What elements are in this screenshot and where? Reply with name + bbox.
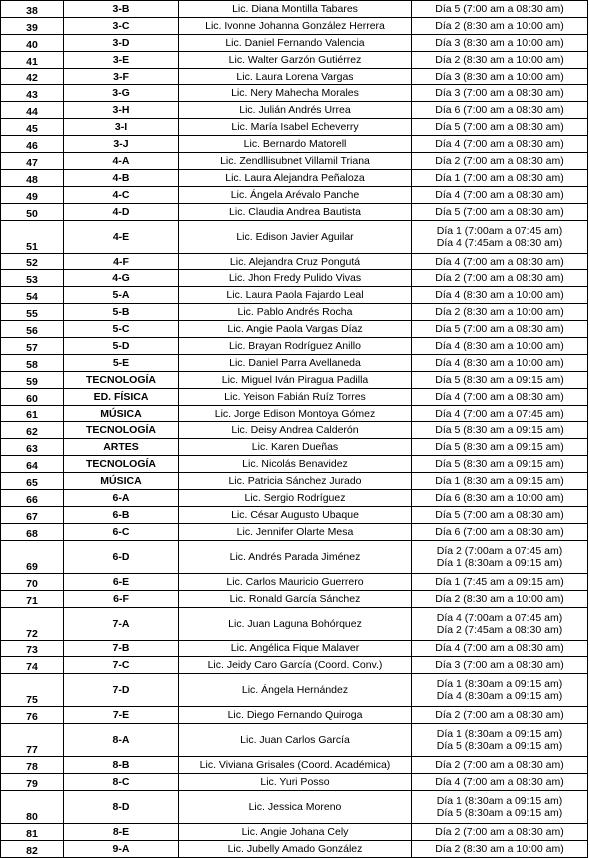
row-number: 78 — [1, 757, 64, 774]
schedule-slot: Día 2 (7:00 am a 08:30 am) — [435, 709, 564, 722]
row-number: 44 — [1, 102, 64, 119]
table-row — [1, 270, 588, 287]
schedule-cell — [412, 640, 588, 657]
group-cell: ARTES — [64, 439, 179, 456]
schedule-cell — [412, 17, 588, 34]
table-row — [1, 119, 588, 136]
schedule-cell — [412, 540, 588, 573]
table-row — [1, 1, 588, 18]
teacher-cell: Lic. Diego Fernando Quiroga — [179, 707, 412, 724]
group-cell: 3-C — [64, 17, 179, 34]
teacher-cell: Lic. Nery Mahecha Morales — [179, 85, 412, 102]
teacher-cell: Lic. Juan Laguna Bohórquez — [179, 607, 412, 640]
group-cell: 5-B — [64, 304, 179, 321]
schedule-cell — [412, 823, 588, 840]
row-number: 72 — [1, 607, 64, 640]
group-cell: 8-B — [64, 757, 179, 774]
teacher-cell: Lic. Pablo Andrés Rocha — [179, 304, 412, 321]
schedule-slot: Día 2 (7:00 am a 08:30 am) — [435, 825, 564, 838]
group-cell: 6-C — [64, 523, 179, 540]
group-cell: 7-D — [64, 674, 179, 707]
schedule-slot: Día 5 (8:30 am a 09:15 am) — [435, 441, 564, 454]
schedule-cell — [412, 169, 588, 186]
schedule-cell — [412, 523, 588, 540]
table-row — [1, 422, 588, 439]
teacher-cell: Lic. Angie Johana Cely — [179, 823, 412, 840]
row-number: 63 — [1, 439, 64, 456]
row-number: 76 — [1, 707, 64, 724]
group-cell: 3-H — [64, 102, 179, 119]
group-cell: 7-A — [64, 607, 179, 640]
schedule-cell — [412, 573, 588, 590]
group-cell: 3-B — [64, 1, 179, 18]
row-number: 73 — [1, 640, 64, 657]
teacher-cell: Lic. Carlos Mauricio Guerrero — [179, 573, 412, 590]
schedule-slot: Día 1 (7:00 am a 08:30 am) — [435, 171, 564, 184]
schedule-cell — [412, 186, 588, 203]
schedule-slot: Día 1 (7:45 am a 09:15 am) — [435, 575, 564, 588]
teacher-cell: Lic. Miguel Iván Piragua Padilla — [179, 371, 412, 388]
teacher-cell: Lic. Yeison Fabián Ruíz Torres — [179, 388, 412, 405]
row-number: 64 — [1, 456, 64, 473]
group-cell: 6-A — [64, 490, 179, 507]
table-row — [1, 220, 588, 253]
teacher-cell: Lic. César Augusto Ubaque — [179, 506, 412, 523]
schedule-cell — [412, 304, 588, 321]
schedule-cell — [412, 590, 588, 607]
table-row — [1, 186, 588, 203]
schedule-cell — [412, 354, 588, 371]
schedule-cell — [412, 1, 588, 18]
row-number: 48 — [1, 169, 64, 186]
table-row — [1, 540, 588, 573]
row-number: 66 — [1, 490, 64, 507]
schedule-cell — [412, 674, 588, 707]
schedule-slot: Día 4 (7:00 am a 07:45 am) — [435, 407, 564, 420]
schedule-cell — [412, 34, 588, 51]
table-row — [1, 405, 588, 422]
group-cell: 8-C — [64, 774, 179, 791]
schedule-slot: Día 5 (7:00 am a 08:30 am) — [435, 205, 564, 218]
table-row — [1, 85, 588, 102]
schedule-cell — [412, 405, 588, 422]
schedule-slot: Día 6 (7:00 am a 08:30 am) — [435, 525, 564, 538]
table-row — [1, 287, 588, 304]
row-number: 46 — [1, 136, 64, 153]
group-cell: TECNOLOGÍA — [64, 371, 179, 388]
table-row — [1, 674, 588, 707]
schedule-slot: Día 2 (7:45am a 08:30 am) — [436, 623, 563, 636]
teacher-cell: Lic. Walter Garzón Gutiérrez — [179, 51, 412, 68]
group-cell: 4-D — [64, 203, 179, 220]
row-number: 71 — [1, 590, 64, 607]
schedule-slot: Día 2 (7:00am a 07:45 am) — [436, 544, 563, 557]
schedule-cell — [412, 136, 588, 153]
teacher-cell: Lic. Jennifer Olarte Mesa — [179, 523, 412, 540]
table-row — [1, 523, 588, 540]
group-cell: 3-E — [64, 51, 179, 68]
group-cell: MÚSICA — [64, 473, 179, 490]
group-cell: 4-F — [64, 253, 179, 270]
table-row — [1, 354, 588, 371]
schedule-slot: Día 4 (8:30 am a 10:00 am) — [435, 289, 564, 302]
row-number: 81 — [1, 823, 64, 840]
table-row — [1, 338, 588, 355]
row-number: 51 — [1, 220, 64, 253]
teacher-cell: Lic. María Isabel Echeverry — [179, 119, 412, 136]
row-number: 74 — [1, 657, 64, 674]
table-row — [1, 371, 588, 388]
group-cell: 3-J — [64, 136, 179, 153]
group-cell: 3-I — [64, 119, 179, 136]
row-number: 56 — [1, 321, 64, 338]
teacher-cell: Lic. Ángela Arévalo Panche — [179, 186, 412, 203]
table-row — [1, 304, 588, 321]
schedule-slot: Día 5 (7:00 am a 08:30 am) — [435, 121, 564, 134]
schedule-slot: Día 2 (7:00 am a 08:30 am) — [435, 154, 564, 167]
schedule-body — [1, 1, 588, 858]
teacher-cell: Lic. Deisy Andrea Calderón — [179, 422, 412, 439]
schedule-cell — [412, 707, 588, 724]
schedule-slot: Día 6 (7:00 am a 08:30 am) — [435, 104, 564, 117]
teacher-cell: Lic. Jubelly Amado González — [179, 840, 412, 857]
row-number: 39 — [1, 17, 64, 34]
row-number: 38 — [1, 1, 64, 18]
table-row — [1, 136, 588, 153]
group-cell: 5-D — [64, 338, 179, 355]
schedule-slot: Día 4 (7:00 am a 08:30 am) — [435, 390, 564, 403]
row-number: 69 — [1, 540, 64, 573]
teacher-cell: Lic. Sergio Rodríguez — [179, 490, 412, 507]
schedule-slot: Día 1 (8:30am a 09:15 am) — [436, 678, 563, 691]
group-cell: 3-D — [64, 34, 179, 51]
group-cell: 4-A — [64, 153, 179, 170]
schedule-cell — [412, 473, 588, 490]
row-number: 70 — [1, 573, 64, 590]
schedule-slot: Día 5 (7:00 am a 08:30 am) — [435, 508, 564, 521]
row-number: 58 — [1, 354, 64, 371]
teacher-cell: Lic. Viviana Grisales (Coord. Académica) — [179, 757, 412, 774]
table-row — [1, 790, 588, 823]
table-row — [1, 640, 588, 657]
schedule-cell — [412, 220, 588, 253]
teacher-cell: Lic. Angie Paola Vargas Díaz — [179, 321, 412, 338]
schedule-cell — [412, 657, 588, 674]
schedule-slot: Día 4 (7:00 am a 08:30 am) — [435, 776, 564, 788]
schedule-slot: Día 4 (7:00am a 07:45 am) — [436, 611, 563, 624]
schedule-slot: Día 4 (7:45am a 08:30 am) — [436, 236, 563, 249]
row-number: 53 — [1, 270, 64, 287]
group-cell: 8-A — [64, 724, 179, 757]
teacher-cell: Lic. Alejandra Cruz Pongutá — [179, 253, 412, 270]
row-number: 57 — [1, 338, 64, 355]
group-cell: 4-E — [64, 220, 179, 253]
table-row — [1, 321, 588, 338]
row-number: 61 — [1, 405, 64, 422]
row-number: 77 — [1, 724, 64, 757]
schedule-slot: Día 2 (7:00 am a 08:30 am) — [435, 759, 564, 772]
table-row — [1, 590, 588, 607]
schedule-cell — [412, 607, 588, 640]
schedule-cell — [412, 68, 588, 85]
table-row — [1, 757, 588, 774]
schedule-cell — [412, 321, 588, 338]
row-number: 68 — [1, 523, 64, 540]
teacher-cell: Lic. Bernardo Matorell — [179, 136, 412, 153]
row-number: 55 — [1, 304, 64, 321]
schedule-slot: Día 5 (8:30am a 09:15 am) — [436, 740, 563, 753]
group-cell: 6-F — [64, 590, 179, 607]
group-cell: 5-A — [64, 287, 179, 304]
group-cell: 5-E — [64, 354, 179, 371]
teacher-cell: Lic. Laura Lorena Vargas — [179, 68, 412, 85]
group-cell: 8-E — [64, 823, 179, 840]
row-number: 75 — [1, 674, 64, 707]
table-row — [1, 51, 588, 68]
schedule-slot: Día 1 (7:00am a 07:45 am) — [436, 224, 563, 237]
teacher-cell: Lic. Diana Montilla Tabares — [179, 1, 412, 18]
schedule-slot: Día 4 (7:00 am a 08:30 am) — [435, 188, 564, 201]
row-number: 54 — [1, 287, 64, 304]
schedule-slot: Día 2 (8:30 am a 10:00 am) — [435, 592, 564, 605]
table-row — [1, 774, 588, 791]
teacher-cell: Lic. Jhon Fredy Pulido Vivas — [179, 270, 412, 287]
table-row — [1, 17, 588, 34]
group-cell: MÚSICA — [64, 405, 179, 422]
table-row — [1, 456, 588, 473]
schedule-cell — [412, 203, 588, 220]
group-cell: 6-E — [64, 573, 179, 590]
table-row — [1, 388, 588, 405]
row-number: 65 — [1, 473, 64, 490]
schedule-slot: Día 5 (8:30 am a 09:15 am) — [435, 424, 564, 437]
schedule-slot: Día 3 (7:00 am a 08:30 am) — [435, 659, 564, 672]
table-row — [1, 102, 588, 119]
schedule-slot: Día 5 (8:30 am a 09:15 am) — [435, 373, 564, 386]
schedule-slot: Día 1 (8:30am a 09:15 am) — [436, 794, 563, 807]
row-number: 80 — [1, 790, 64, 823]
table-row — [1, 68, 588, 85]
teacher-cell: Lic. Angélica Fique Malaver — [179, 640, 412, 657]
table-row — [1, 823, 588, 840]
schedule-cell — [412, 338, 588, 355]
table-row — [1, 573, 588, 590]
schedule-slot: Día 4 (8:30am a 09:15 am) — [436, 690, 563, 703]
row-number: 82 — [1, 840, 64, 857]
schedule-cell — [412, 439, 588, 456]
group-cell: 6-B — [64, 506, 179, 523]
schedule-cell — [412, 102, 588, 119]
table-row — [1, 439, 588, 456]
group-cell: 4-G — [64, 270, 179, 287]
row-number: 47 — [1, 153, 64, 170]
schedule-cell — [412, 388, 588, 405]
teacher-cell: Lic. Jeidy Caro García (Coord. Conv.) — [179, 657, 412, 674]
schedule-cell — [412, 774, 588, 791]
teacher-cell: Lic. Brayan Rodríguez Anillo — [179, 338, 412, 355]
row-number: 42 — [1, 68, 64, 85]
schedule-cell — [412, 724, 588, 757]
schedule-cell — [412, 287, 588, 304]
schedule-slot: Día 2 (8:30 am a 10:00 am) — [435, 19, 564, 32]
teacher-cell: Lic. Yuri Posso — [179, 774, 412, 791]
row-number: 50 — [1, 203, 64, 220]
schedule-cell — [412, 456, 588, 473]
schedule-slot: Día 4 (8:30 am a 10:00 am) — [435, 339, 564, 352]
row-number: 40 — [1, 34, 64, 51]
table-row — [1, 169, 588, 186]
schedule-cell — [412, 85, 588, 102]
table-row — [1, 840, 588, 857]
schedule-slot: Día 1 (8:30 am a 09:15 am) — [435, 475, 564, 488]
teacher-cell: Lic. Daniel Parra Avellaneda — [179, 354, 412, 371]
row-number: 41 — [1, 51, 64, 68]
teacher-cell: Lic. Julián Andrés Urrea — [179, 102, 412, 119]
teacher-cell: Lic. Karen Dueñas — [179, 439, 412, 456]
schedule-slot: Día 4 (7:00 am a 08:30 am) — [435, 255, 564, 268]
teacher-cell: Lic. Daniel Fernando Valencia — [179, 34, 412, 51]
group-cell: 8-D — [64, 790, 179, 823]
group-cell: 4-B — [64, 169, 179, 186]
schedule-cell — [412, 840, 588, 857]
teacher-cell: Lic. Jessica Moreno — [179, 790, 412, 823]
teacher-cell: Lic. Claudia Andrea Bautista — [179, 203, 412, 220]
teacher-cell: Lic. Patricia Sánchez Jurado — [179, 473, 412, 490]
schedule-slot: Día 5 (8:30 am a 09:15 am) — [435, 458, 564, 471]
teacher-cell: Lic. Juan Carlos García — [179, 724, 412, 757]
row-number: 79 — [1, 774, 64, 791]
row-number: 52 — [1, 253, 64, 270]
schedule-slot: Día 6 (8:30 am a 10:00 am) — [435, 491, 564, 504]
group-cell: TECNOLOGÍA — [64, 456, 179, 473]
schedule-slot: Día 4 (7:00 am a 08:30 am) — [435, 642, 564, 655]
teacher-cell: Lic. Nicolás Benavidez — [179, 456, 412, 473]
schedule-cell — [412, 506, 588, 523]
table-row — [1, 153, 588, 170]
row-number: 60 — [1, 388, 64, 405]
teacher-cell: Lic. Ángela Hernández — [179, 674, 412, 707]
teacher-cell: Lic. Ivonne Johanna González Herrera — [179, 17, 412, 34]
table-row — [1, 473, 588, 490]
schedule-slot: Día 5 (7:00 am a 08:30 am) — [435, 323, 564, 336]
table-row — [1, 724, 588, 757]
group-cell: TECNOLOGÍA — [64, 422, 179, 439]
table-row — [1, 490, 588, 507]
schedule-cell — [412, 270, 588, 287]
table-row — [1, 203, 588, 220]
row-number: 59 — [1, 371, 64, 388]
group-cell: 7-E — [64, 707, 179, 724]
group-cell: ED. FÍSICA — [64, 388, 179, 405]
group-cell: 7-C — [64, 657, 179, 674]
schedule-slot: Día 3 (7:00 am a 08:30 am) — [435, 87, 564, 100]
group-cell: 9-A — [64, 840, 179, 857]
teacher-cell: Lic. Jorge Edison Montoya Gómez — [179, 405, 412, 422]
table-row — [1, 253, 588, 270]
schedule-slot: Día 1 (8:30am a 09:15 am) — [436, 556, 563, 569]
teacher-cell: Lic. Laura Paola Fajardo Leal — [179, 287, 412, 304]
schedule-cell — [412, 371, 588, 388]
schedule-slot: Día 3 (8:30 am a 10:00 am) — [435, 36, 564, 49]
group-cell: 3-F — [64, 68, 179, 85]
group-cell: 4-C — [64, 186, 179, 203]
schedule-slot: Día 3 (8:30 am a 10:00 am) — [435, 70, 564, 83]
teacher-cell: Lic. Laura Alejandra Peñaloza — [179, 169, 412, 186]
teacher-cell: Lic. Andrés Parada Jiménez — [179, 540, 412, 573]
schedule-slot: Día 4 (7:00 am a 08:30 am) — [435, 138, 564, 151]
schedule-cell — [412, 51, 588, 68]
teacher-cell: Lic. Zendllisubnet Villamil Triana — [179, 153, 412, 170]
schedule-slot: Día 5 (7:00 am a 08:30 am) — [435, 2, 564, 15]
schedule-cell — [412, 490, 588, 507]
row-number: 43 — [1, 85, 64, 102]
row-number: 67 — [1, 506, 64, 523]
schedule-slot: Día 4 (8:30 am a 10:00 am) — [435, 356, 564, 369]
schedule-cell — [412, 153, 588, 170]
group-cell: 5-C — [64, 321, 179, 338]
schedule-slot: Día 2 (8:30 am a 10:00 am) — [435, 53, 564, 66]
row-number: 62 — [1, 422, 64, 439]
table-row — [1, 657, 588, 674]
schedule-slot: Día 5 (8:30am a 09:15 am) — [436, 806, 563, 819]
schedule-cell — [412, 790, 588, 823]
row-number: 45 — [1, 119, 64, 136]
schedule-slot: Día 2 (7:00 am a 08:30 am) — [435, 272, 564, 285]
schedule-slot: Día 2 (8:30 am a 10:00 am) — [435, 306, 564, 319]
row-number: 49 — [1, 186, 64, 203]
schedule-cell — [412, 422, 588, 439]
table-row — [1, 506, 588, 523]
group-cell: 3-G — [64, 85, 179, 102]
table-row — [1, 34, 588, 51]
schedule-slot: Día 2 (8:30 am a 10:00 am) — [435, 842, 564, 855]
teacher-cell: Lic. Ronald García Sánchez — [179, 590, 412, 607]
schedule-cell — [412, 119, 588, 136]
schedule-slot: Día 1 (8:30am a 09:15 am) — [436, 728, 563, 741]
schedule-cell — [412, 253, 588, 270]
table-row — [1, 707, 588, 724]
teacher-cell: Lic. Edison Javier Aguilar — [179, 220, 412, 253]
group-cell: 7-B — [64, 640, 179, 657]
group-cell: 6-D — [64, 540, 179, 573]
table-row — [1, 607, 588, 640]
schedule-cell — [412, 757, 588, 774]
